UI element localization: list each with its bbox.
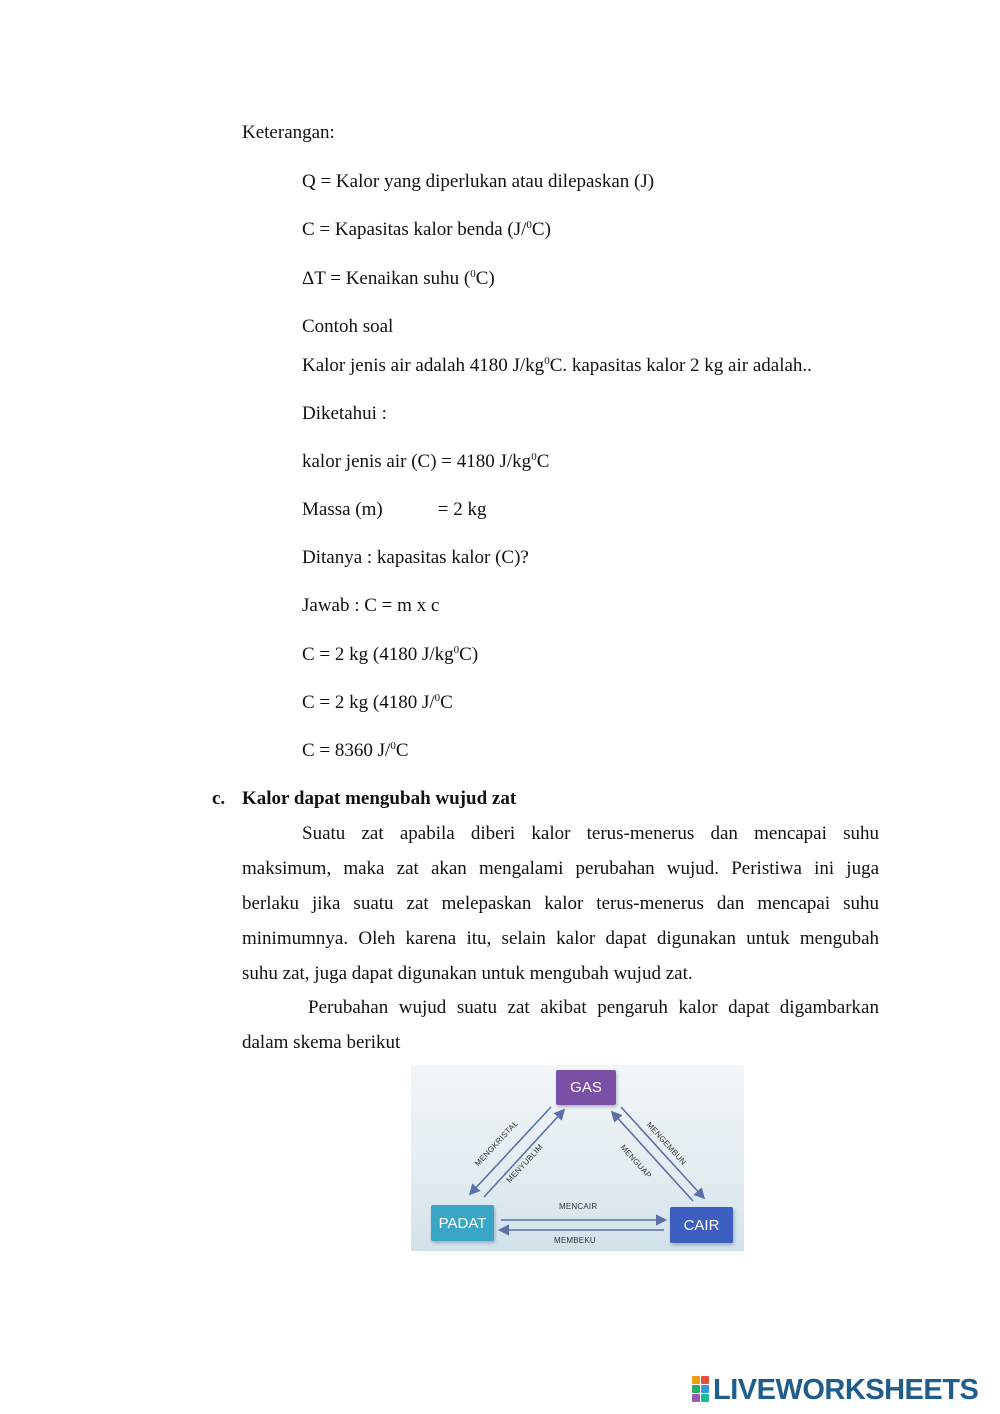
paragraph-1-line-3: berlaku jika suatu zat melepaskan kalor terus-menerus dan mencapai suhu	[242, 893, 879, 914]
delta-t-definition: ΔT = Kenaikan suhu ($^0$C)	[302, 268, 495, 289]
liveworksheets-logo	[692, 1373, 978, 1407]
state-gas-box: GAS	[556, 1070, 616, 1105]
paragraph-1-line-5: suhu zat, juga dapat digunakan untuk mengubah wujud zat.	[242, 963, 693, 984]
liveworksheets-icon	[692, 1376, 709, 1404]
solution-step-3: C = 8360 J/$^0$C	[302, 740, 409, 761]
q-definition: Q = Kalor yang diperlukan atau dilepaskan (J)	[302, 171, 655, 192]
label-menyublim: MENYUBLIM	[504, 1142, 545, 1185]
state-cair-box: CAIR	[670, 1207, 733, 1243]
liveworksheets-brand: LIVEWORKSHEETS	[713, 1373, 979, 1406]
state-change-diagram	[411, 1065, 744, 1251]
section-c-title: Kalor dapat mengubah wujud zat	[242, 788, 517, 809]
ditanya-line: Ditanya : kapasitas kalor (C)?	[302, 547, 529, 568]
paragraph-1-line-4: minimumnya. Oleh karena itu, selain kalor dapat digunakan untuk mengubah	[242, 928, 879, 949]
contoh-soal-question: Kalor jenis air adalah 4180 $J/kg^0C$. kapasitas kalor 2 kg air adalah..	[302, 355, 812, 376]
state-padat-box: PADAT	[431, 1205, 494, 1241]
label-membeku: MEMBEKU	[554, 1236, 596, 1245]
contoh-soal-title: Contoh soal	[302, 316, 394, 337]
paragraph-2-line-2: dalam skema berikut	[242, 1032, 401, 1053]
label-mengembun: MENGEMBUN	[644, 1120, 688, 1167]
label-menguap: MENGUAP	[618, 1142, 654, 1181]
massa-given: Massa (m) = 2 kg	[302, 499, 487, 520]
kalor-jenis-given: kalor jenis air (C) = 4180 $J/kg^0C$	[302, 451, 550, 472]
jawab-line: Jawab : C = m x c	[302, 595, 440, 616]
c-definition: C = Kapasitas kalor benda (J/$^0$C)	[302, 219, 551, 240]
label-mengkristal: MENGKRISTAL	[473, 1118, 520, 1169]
label-mencair: MENCAIR	[559, 1202, 598, 1211]
keterangan-title: Keterangan:	[242, 122, 335, 143]
solution-step-1: C = 2 kg (4180 $J/kg^0C$)	[302, 644, 479, 665]
section-c-marker: c.	[212, 788, 226, 809]
arrow-menyublim	[484, 1111, 563, 1197]
solution-step-2: C = 2 kg (4180 J/$^0$C	[302, 692, 453, 713]
diketahui-label: Diketahui :	[302, 403, 387, 424]
paragraph-1-line-2: maksimum, maka zat akan mengalami perubahan wujud. Peristiwa ini juga	[242, 858, 879, 879]
paragraph-2-line-1: Perubahan wujud suatu zat akibat pengaruh kalor dapat digambarkan	[308, 997, 879, 1018]
paragraph-1-line-1: Suatu zat apabila diberi kalor terus-menerus dan mencapai suhu	[302, 823, 879, 844]
